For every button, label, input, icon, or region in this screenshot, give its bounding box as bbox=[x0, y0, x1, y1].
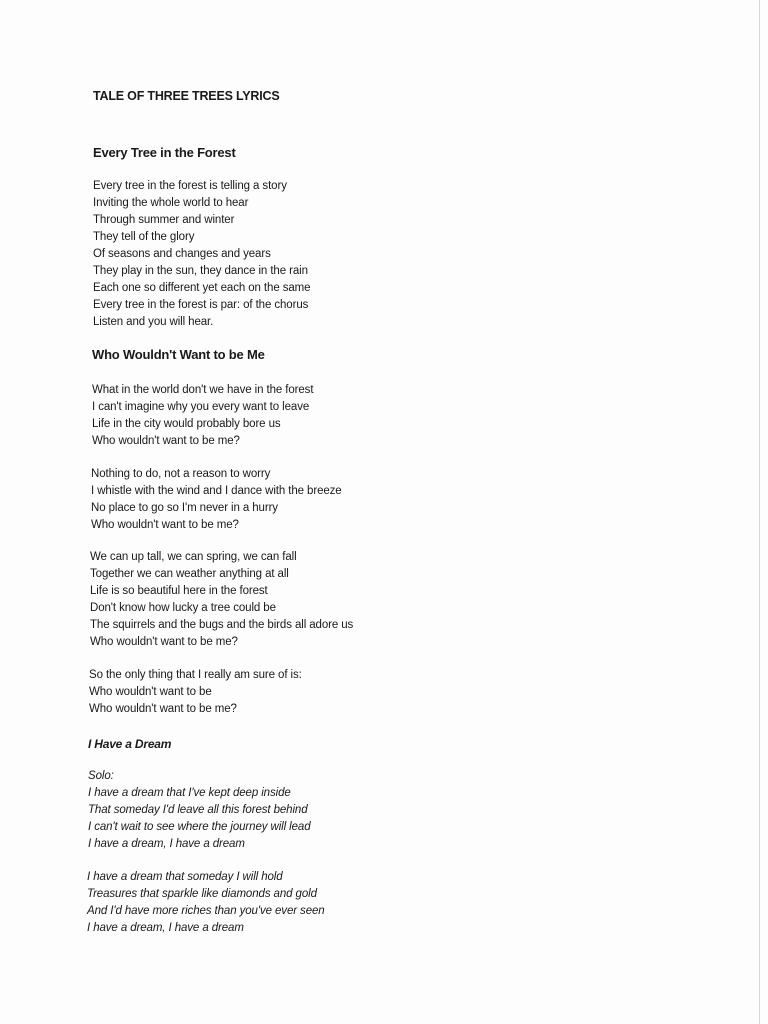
lyric-line: Who wouldn't want to be me? bbox=[89, 703, 237, 715]
lyric-line: Listen and you will hear. bbox=[93, 316, 214, 328]
section-heading-i-have-a-dream: I Have a Dream bbox=[88, 737, 172, 751]
lyric-line: Who wouldn't want to be me? bbox=[90, 636, 238, 648]
section-heading-who-wouldnt: Who Wouldn't Want to be Me bbox=[92, 347, 265, 362]
lyric-line: I have a dream that someday I will hold bbox=[87, 871, 283, 883]
lyric-line: And I'd have more riches than you've ever seen bbox=[87, 905, 325, 917]
lyric-line: Inviting the whole world to hear bbox=[93, 197, 249, 209]
lyric-line: That someday I'd leave all this forest behind bbox=[88, 804, 308, 816]
stanza-i-have-a-dream-2 bbox=[87, 869, 325, 937]
section-heading-every-tree: Every Tree in the Forest bbox=[93, 145, 236, 160]
document-title: TALE OF THREE TREES LYRICS bbox=[93, 89, 280, 103]
lyric-line: Life in the city would probably bore us bbox=[92, 418, 281, 430]
lyric-line: Don't know how lucky a tree could be bbox=[90, 602, 276, 614]
lyric-line: The squirrels and the bugs and the birds all adore us bbox=[90, 619, 354, 631]
lyric-line: Every tree in the forest is telling a story bbox=[93, 180, 287, 192]
stanza-who-wouldnt-1 bbox=[92, 382, 313, 450]
stanza-who-wouldnt-3 bbox=[90, 549, 353, 651]
lyric-line: I can't wait to see where the journey will lead bbox=[88, 821, 311, 833]
lyric-line: Through summer and winter bbox=[93, 214, 235, 226]
stanza-who-wouldnt-2 bbox=[91, 466, 342, 534]
lyric-line: I have a dream, I have a dream bbox=[87, 922, 244, 934]
stanza-who-wouldnt-4 bbox=[89, 667, 302, 718]
lyric-line: Of seasons and changes and years bbox=[93, 248, 271, 260]
lyric-line: Nothing to do, not a reason to worry bbox=[91, 468, 271, 480]
lyric-line: I have a dream, I have a dream bbox=[88, 838, 245, 850]
page-edge-divider bbox=[759, 0, 760, 1024]
lyric-line: We can up tall, we can spring, we can fall bbox=[90, 551, 297, 563]
lyric-line: They play in the sun, they dance in the rain bbox=[93, 265, 308, 277]
lyric-line: Who wouldn't want to be bbox=[89, 686, 212, 698]
lyric-line: Together we can weather anything at all bbox=[90, 568, 289, 580]
lyric-line: So the only thing that I really am sure of is: bbox=[89, 669, 302, 681]
lyric-line: I have a dream that I've kept deep inside bbox=[88, 787, 291, 799]
stanza-every-tree-1 bbox=[93, 178, 310, 331]
lyric-line: Treasures that sparkle like diamonds and gold bbox=[87, 888, 317, 900]
lyric-line: Each one so different yet each on the same bbox=[93, 282, 311, 294]
lyric-line: I whistle with the wind and I dance with the breeze bbox=[91, 485, 342, 497]
lyric-line: Solo: bbox=[88, 770, 114, 782]
lyric-line: Who wouldn't want to be me? bbox=[92, 435, 240, 447]
lyric-line: Life is so beautiful here in the forest bbox=[90, 585, 268, 597]
lyric-line: What in the world don't we have in the forest bbox=[92, 384, 314, 396]
lyric-line: They tell of the glory bbox=[93, 231, 195, 243]
lyric-line: Who wouldn't want to be me? bbox=[91, 519, 239, 531]
stanza-i-have-a-dream-1 bbox=[88, 768, 311, 853]
lyric-line: I can't imagine why you every want to leave bbox=[92, 401, 310, 413]
lyric-line: No place to go so I'm never in a hurry bbox=[91, 502, 278, 514]
lyric-line: Every tree in the forest is par: of the chorus bbox=[93, 299, 309, 311]
